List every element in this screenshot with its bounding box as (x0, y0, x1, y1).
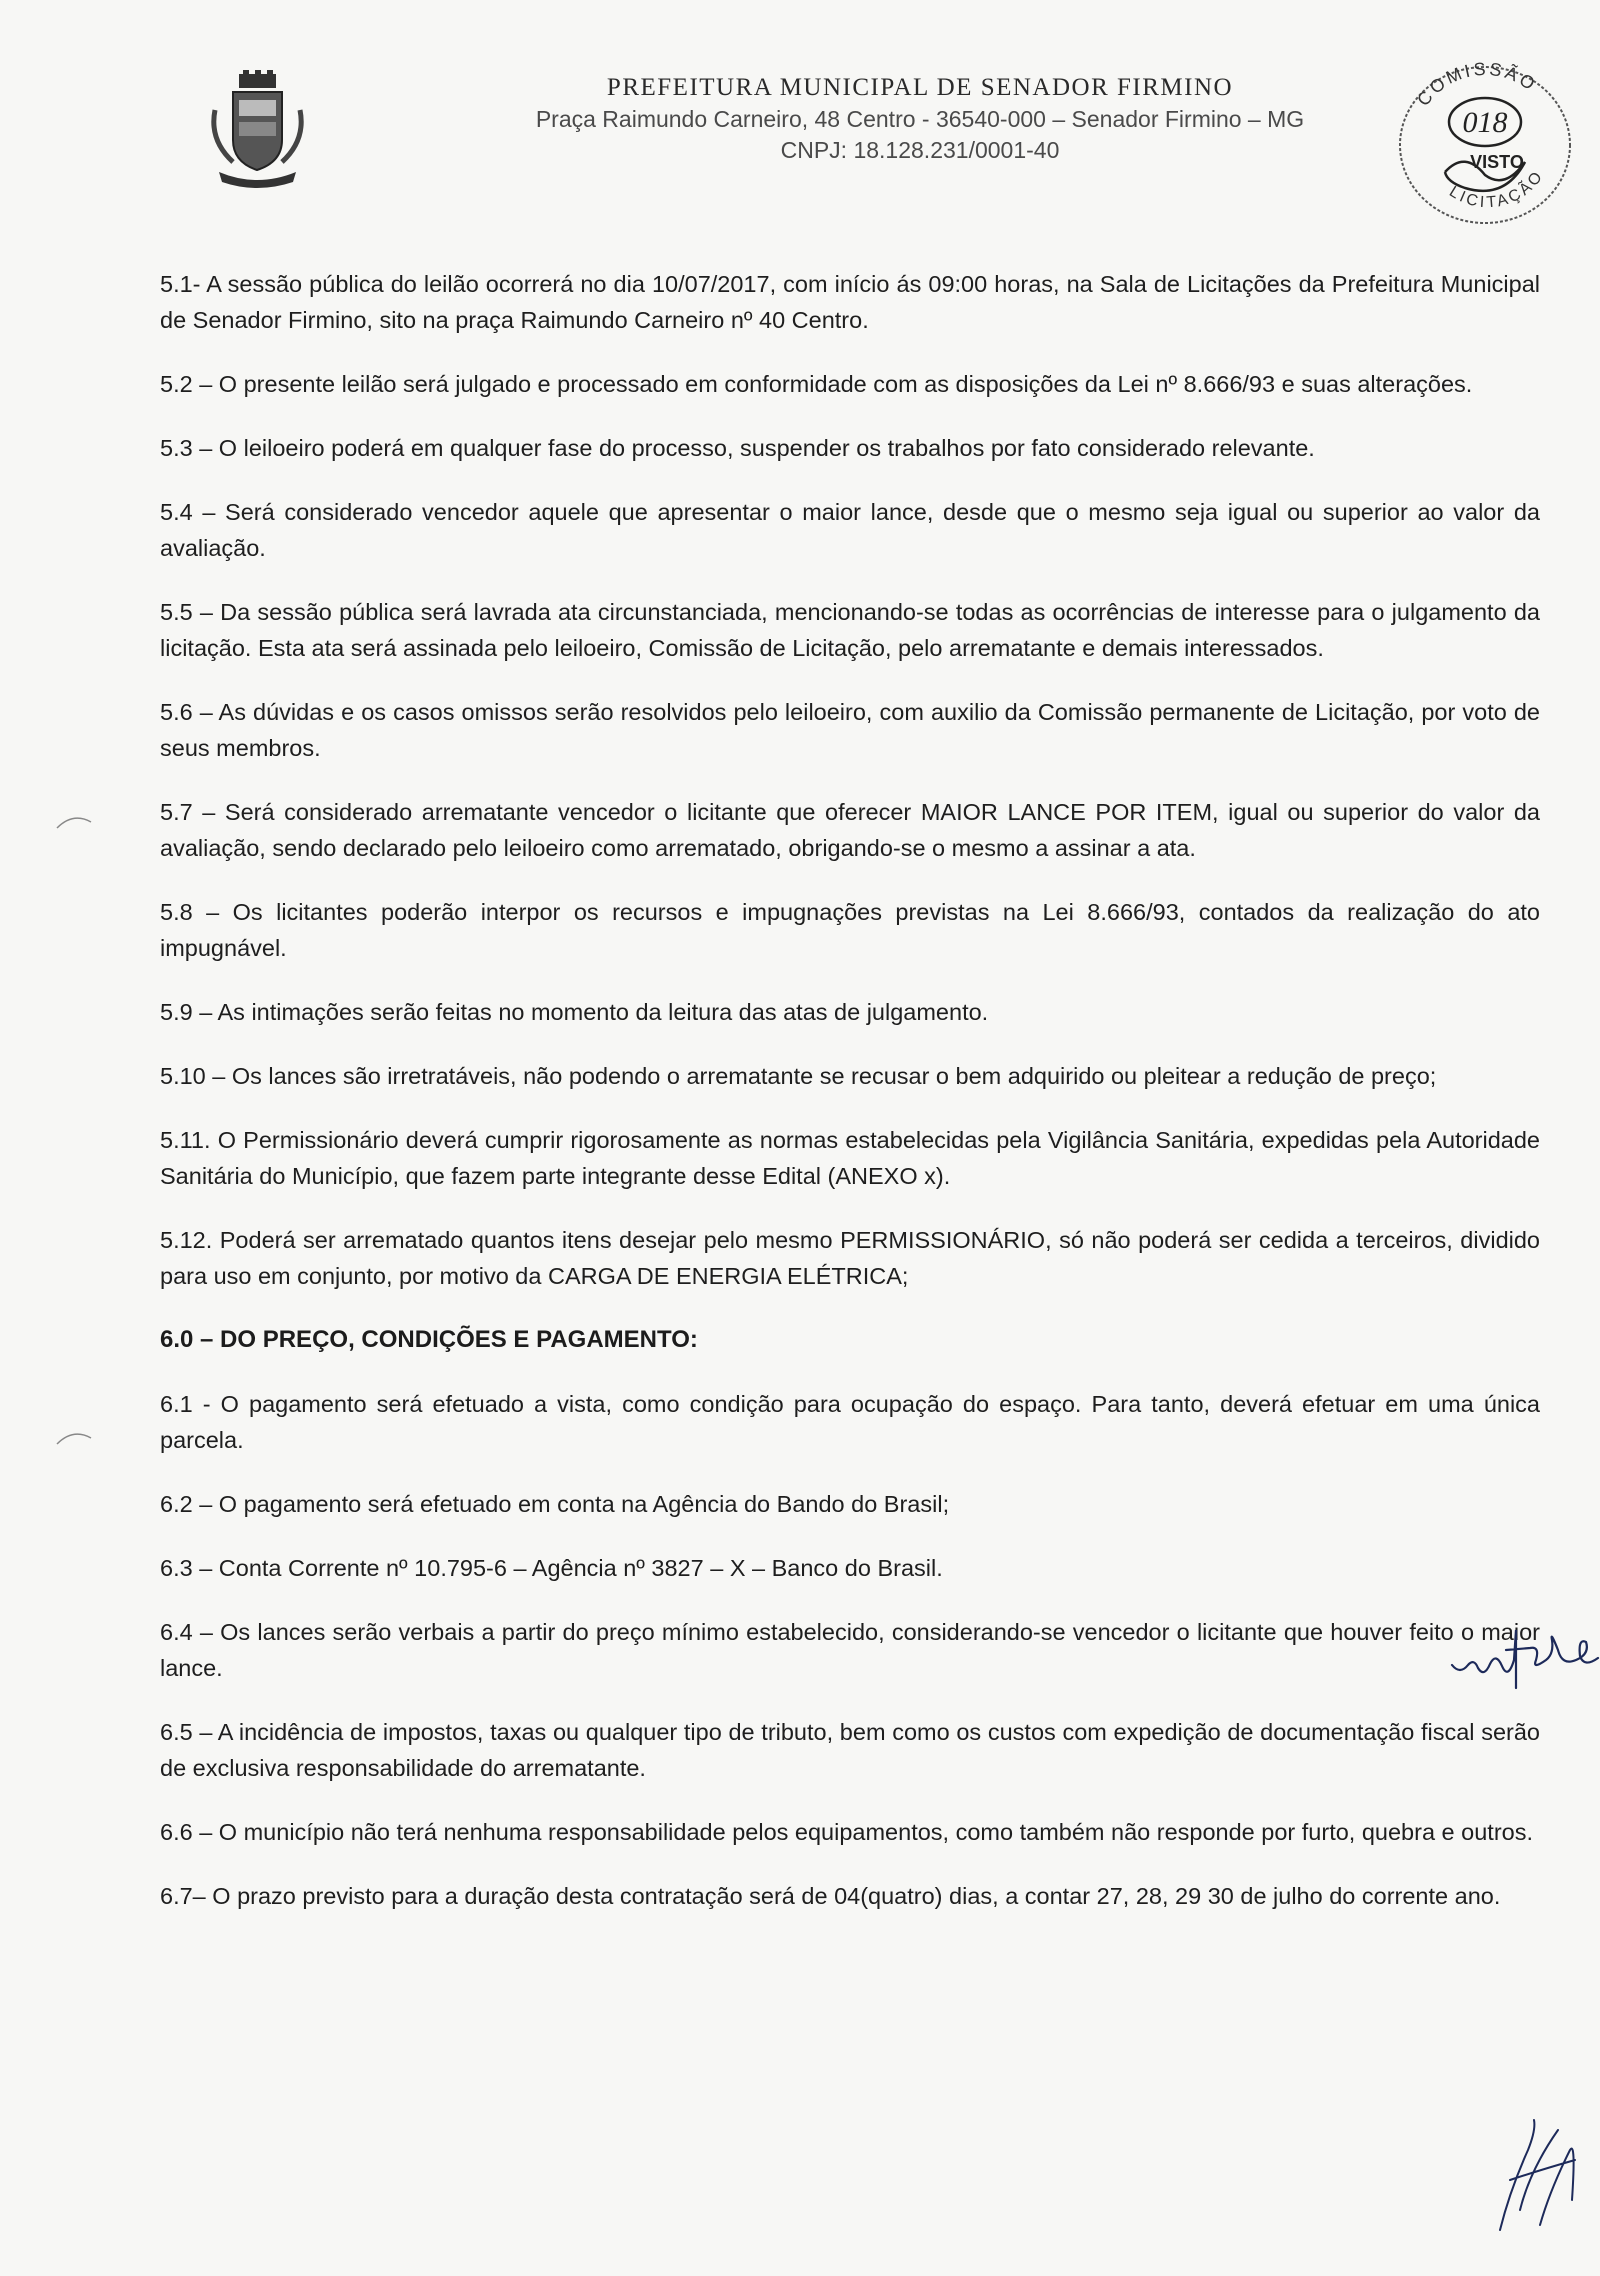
organization-cnpj: CNPJ: 18.128.231/0001-40 (780, 137, 1060, 163)
clause-6-1: 6.1 - O pagamento será efetuado a vista, como condição para ocupação do espaço. Para tanto, deverá efetuar em uma única parcela. (160, 1391, 1540, 1453)
clause-5-8: 5.8 – Os licitantes poderão interpor os recursos e impugnações previstas na Lei 8.666/93, contados da realização do ato impugnável. (160, 899, 1540, 961)
stamp-top-text: COMISSÃO (1413, 58, 1541, 110)
clause-6-7: 6.7– O prazo previsto para a duração desta contratação será de 04(quatro) dias, a contar 27, 28, 29 30 de julho do corrente ano. (160, 1883, 1501, 1909)
clause-6-3: 6.3 – Conta Corrente nº 10.795-6 – Agência nº 3827 – X – Banco do Brasil. (160, 1555, 943, 1581)
municipal-crest-icon (205, 70, 310, 190)
clause-5-2: 5.2 – O presente leilão será julgado e processado em conformidade com as disposições da Lei nº 8.666/93 e suas alterações. (160, 371, 1473, 397)
clause-5-3: 5.3 – O leiloeiro poderá em qualquer fase do processo, suspender os trabalhos por fato considerado relevante. (160, 435, 1315, 461)
margin-scan-mark (55, 812, 95, 832)
stamp-number: 018 (1462, 106, 1508, 139)
document-body (160, 266, 1540, 1942)
clause-6-2: 6.2 – O pagamento será efetuado em conta na Agência do Bando do Brasil; (160, 1491, 950, 1517)
organization-address: Praça Raimundo Carneiro, 48 Centro - 36540-000 – Senador Firmino – MG (535, 106, 1305, 132)
clause-5-12: 5.12. Poderá ser arrematado quantos itens desejar pelo mesmo PERMISSIONÁRIO, só não poderá ser cedida a terceiros, dividido para uso em conjunto, por motivo da CARGA DE ENERGIA ELÉTRICA; (160, 1227, 1540, 1289)
clause-5-9: 5.9 – As intimações serão feitas no momento da leitura das atas de julgamento. (160, 999, 989, 1025)
clause-5-4: 5.4 – Será considerado vencedor aquele que apresentar o maior lance, desde que o mesmo seja igual ou superior ao valor da avaliação. (160, 499, 1540, 561)
svg-text:COMISSÃO (1413, 59, 1541, 110)
clause-5-1: 5.1- A sessão pública do leilão ocorrerá no dia 10/07/2017, com início ás 09:00 horas, na Sala de Licitações da Prefeitura Municipal de Senador Firmino, sito na praça Raimundo Carneiro nº 40 Centro. (160, 271, 1540, 333)
stamp-bottom-text: LICITAÇÃO (1446, 166, 1548, 212)
letterhead-text (430, 72, 1410, 166)
clause-5-7: 5.7 – Será considerado arrematante vencedor o licitante que oferecer MAIOR LANCE POR ITEM, igual ou superior do valor da avaliação, sendo declarado pelo leiloeiro como arrematado, obrigando-se o mesmo a assinar a ata. (160, 799, 1540, 861)
commission-stamp (1385, 50, 1585, 230)
clause-5-10: 5.10 – Os lances são irretratáveis, não podendo o arrematante se recusar o bem adquirido ou pleitear a redução de preço; (160, 1063, 1437, 1089)
margin-scan-mark (55, 1428, 95, 1448)
section-6-heading: 6.0 – DO PREÇO, CONDIÇÕES E PAGAMENTO: (160, 1326, 698, 1353)
handwritten-initials (1480, 2110, 1590, 2240)
handwritten-signature (1450, 1620, 1600, 1690)
clause-5-5: 5.5 – Da sessão pública será lavrada ata circunstanciada, mencionando-se todas as ocorrências de interesse para o julgamento da licitação. Esta ata será assinada pelo leiloeiro, Comissão de Licitação, pelo arrematante e demais interessados. (160, 599, 1540, 661)
clause-5-11: 5.11. O Permissionário deverá cumprir rigorosamente as normas estabelecidas pela Vigilância Sanitária, expedidas pela Autoridade Sanitária do Município, que fazem parte integrante desse Edital (ANEXO x). (160, 1127, 1540, 1189)
clause-5-6: 5.6 – As dúvidas e os casos omissos serão resolvidos pelo leiloeiro, com auxilio da Comissão permanente de Licitação, por voto de seus membros. (160, 699, 1540, 761)
stamp-visto: VISTO (1470, 152, 1524, 172)
clause-6-5: 6.5 – A incidência de impostos, taxas ou qualquer tipo de tributo, bem como os custos com expedição de documentação fiscal serão de exclusiva responsabilidade do arrematante. (160, 1719, 1540, 1781)
clause-6-6: 6.6 – O município não terá nenhuma responsabilidade pelos equipamentos, como também não responde por furto, quebra e outros. (160, 1819, 1533, 1845)
letterhead (0, 0, 1600, 212)
clause-6-4: 6.4 – Os lances serão verbais a partir do preço mínimo estabelecido, considerando-se vencedor o licitante que houver feito o maior lance. (160, 1619, 1540, 1681)
organization-name: PREFEITURA MUNICIPAL DE SENADOR FIRMINO (606, 74, 1234, 101)
